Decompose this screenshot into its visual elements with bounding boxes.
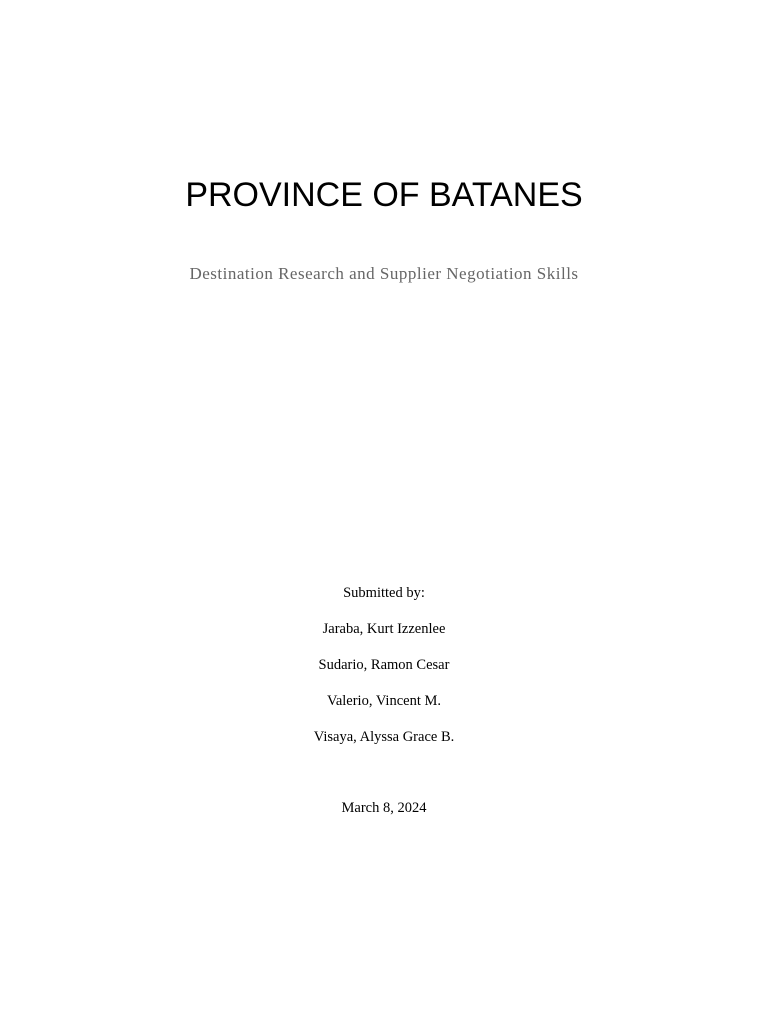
document-title: PROVINCE OF BATANES <box>185 176 583 214</box>
member-name: Sudario, Ramon Cesar <box>318 657 450 673</box>
submitted-by-label: Submitted by: <box>343 585 425 601</box>
document-subtitle: Destination Research and Supplier Negotiation Skills <box>189 264 579 283</box>
member-name: Visaya, Alyssa Grace B. <box>313 729 455 745</box>
member-name: Jaraba, Kurt Izzenlee <box>322 621 446 637</box>
submitted-by-section <box>0 584 768 764</box>
member-name: Valerio, Vincent M. <box>326 693 442 709</box>
submission-date: March 8, 2024 <box>341 800 427 816</box>
